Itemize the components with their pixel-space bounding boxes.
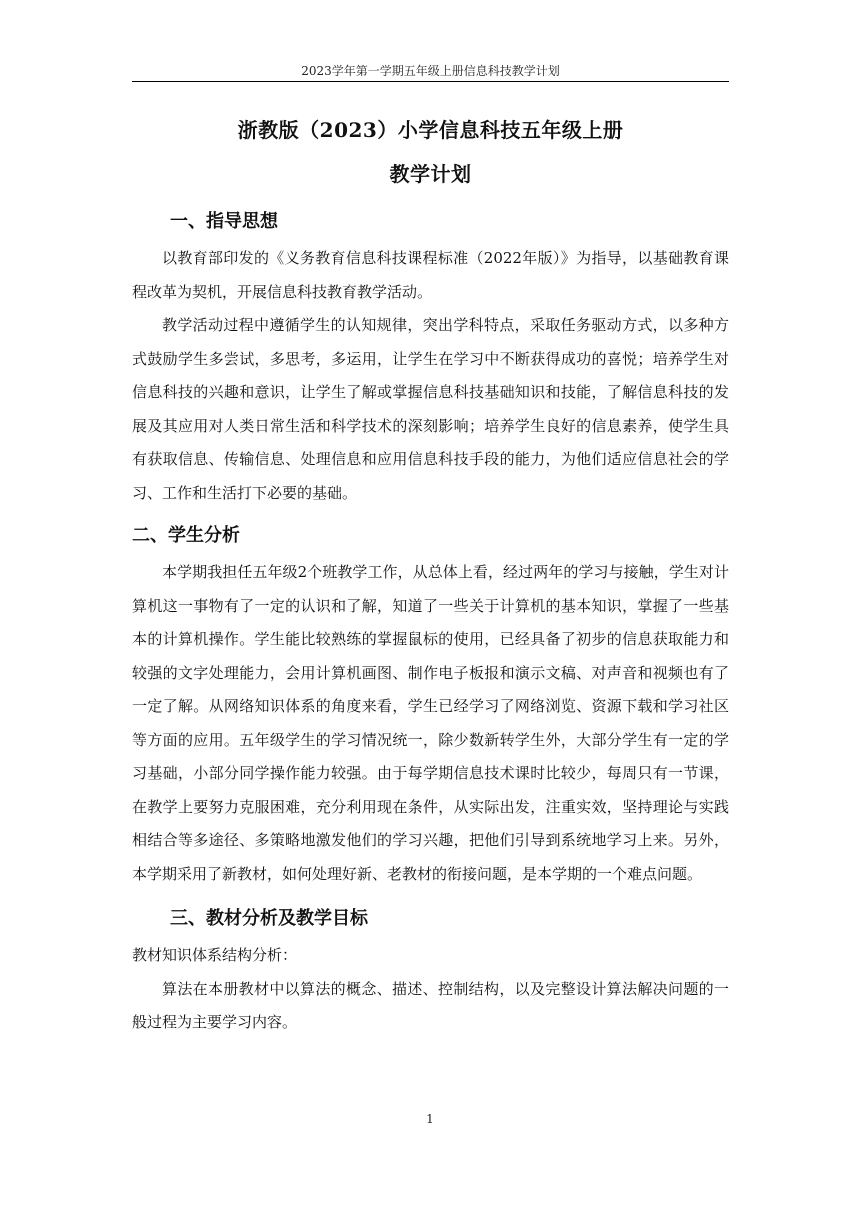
paragraph: 教学活动过程中遵循学生的认知规律，突出学科特点，采取任务驱动方式，以多种方式鼓励学生多尝试，多思考，多运用，让学生在学习中不断获得成功的喜悦；培养学生对信息科技的兴趣和意识，让学生了解或掌握信息科技基础知识和技能，了解信息科技的发展及其应用对人类日常生活和科学技术的深刻影响；培养学生良好的信息素养，使学生具有获取信息、传输信息、处理信息和应用信息科技手段的能力，为他们适应信息社会的学习、工作和生活打下必要的基础。	[132, 316, 729, 502]
section-guiding-ideology	[132, 202, 729, 510]
subheading: 教材知识体系结构分析：	[132, 946, 298, 964]
paragraph: 本学期我担任五年级2个班教学工作，从总体上看，经过两年的学习与接触，学生对计算机这一事物有了一定的认识和了解，知道了一些关于计算机的基本知识，掌握了一些基本的计算机操作。学生能比较熟练的掌握鼠标的使用，已经具备了初步的信息获取能力和较强的文字处理能力，会用计算机画图、制作电子板报和演示文稿、对声音和视频也有了一定了解。从网络知识体系的角度来看，学生已经学习了网络浏览、资源下载和学习社区等方面的应用。五年级学生的学习情况统一，除少数新转学生外，大部分学生有一定的学习基础，小部分同学操作能力较强。由于每学期信息技术课时比较少，每周只有一节课，在教学上要努力克服困难，充分利用现在条件，从实际出发，注重实效，坚持理论与实践相结合等多途径、多策略地激发他们的学习兴趣，把他们引导到系统地学习上来。另外，本学期采用了新教材，如何处理好新、老教材的衔接问题，是本学期的一个难点问题。	[132, 563, 729, 883]
section-textbook-analysis	[132, 899, 729, 1040]
running-header: 2023学年第一学期五年级上册信息科技教学计划	[301, 64, 560, 78]
document-title-line-2: 教学计划	[389, 162, 472, 186]
header-divider	[132, 81, 729, 82]
paragraph: 算法在本册教材中以算法的概念、描述、控制结构，以及完整设计算法解决问题的一般过程为主要学习内容。	[132, 979, 729, 1031]
document-title-line-1: 浙教版（2023）小学信息科技五年级上册	[237, 118, 624, 142]
section-heading: 三、教材分析及教学目标	[170, 908, 368, 929]
section-heading: 一、指导思想	[170, 211, 278, 232]
section-student-analysis	[132, 516, 729, 891]
paragraph: 以教育部印发的《义务教育信息科技课程标准（2022年版）》为指导，以基础教育课程改革为契机，开展信息科技教育教学活动。	[132, 249, 729, 301]
document-body	[132, 108, 729, 1040]
page-number: 1	[426, 1112, 434, 1126]
section-heading: 二、学生分析	[132, 525, 240, 546]
